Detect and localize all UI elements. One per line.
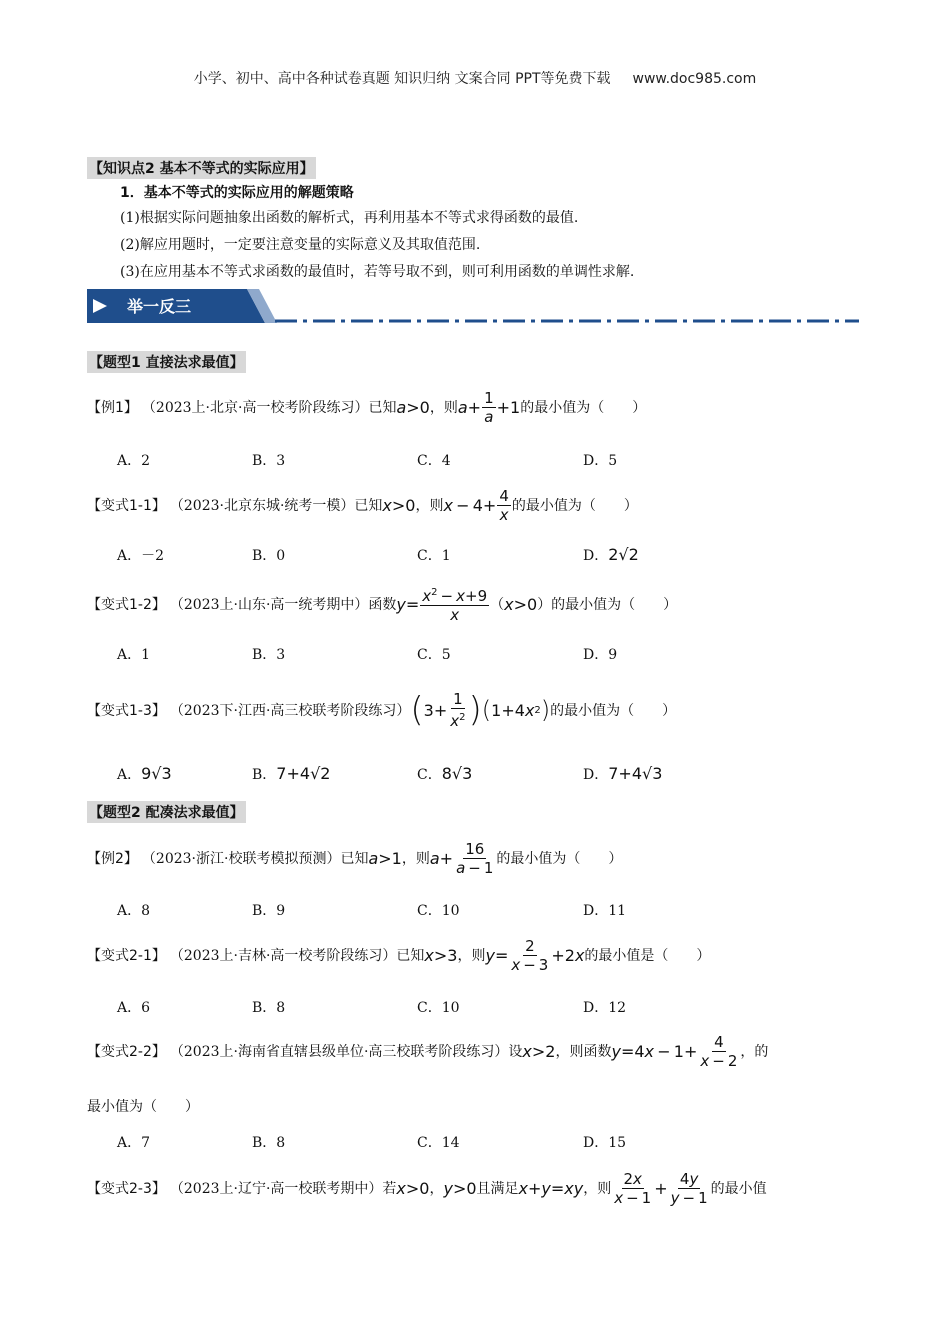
math-expr: a + $\frac{1}{a}$ +1: [457, 388, 521, 426]
option-c[interactable]: C．1: [417, 548, 451, 564]
option-c[interactable]: C．5: [417, 647, 451, 663]
option-d[interactable]: D．2√2: [583, 545, 639, 564]
option-d[interactable]: D．15: [583, 1135, 627, 1151]
option-a[interactable]: A．－2: [117, 548, 165, 564]
question-text: ，的: [740, 1044, 769, 1060]
site-header: [0, 68, 950, 88]
option-d[interactable]: D．5: [583, 453, 618, 469]
question-text: ，则: [401, 851, 430, 867]
question-text: 已知: [354, 498, 383, 514]
question-tag: 【变式2-2】: [87, 1044, 166, 1060]
option-a[interactable]: A．1: [117, 647, 151, 663]
question-v22: [87, 1031, 768, 1071]
option-b[interactable]: B．3: [252, 647, 286, 663]
question-tag: 【变式1-1】: [87, 498, 166, 514]
math-expr: x >0: [382, 495, 416, 515]
math-expr: a >1: [368, 848, 402, 868]
question-ex2: [87, 838, 622, 878]
math-expr: x + y = xy: [518, 1178, 584, 1198]
option-a[interactable]: A．2: [117, 453, 151, 469]
question-text: 已知: [396, 948, 425, 964]
option-c[interactable]: C．10: [417, 903, 460, 919]
option-d[interactable]: D．11: [583, 903, 627, 919]
question-text: ，: [429, 1181, 444, 1197]
option-c[interactable]: C．14: [417, 1135, 460, 1151]
math-expr: y >0: [443, 1178, 477, 1198]
question-text: 且满足: [476, 1181, 519, 1197]
option-a[interactable]: A．8: [117, 903, 151, 919]
type1-title: 【题型1 直接法求最值】: [87, 351, 246, 373]
question-v23: [87, 1167, 767, 1209]
option-c[interactable]: C．10: [417, 1000, 460, 1016]
question-text: 的最小值为（ ）: [511, 498, 638, 514]
strategy-item-2: (2)解应用题时，一定要注意变量的实际意义及其取值范围.: [120, 237, 481, 253]
site-url[interactable]: www.doc985.com: [632, 71, 757, 87]
question-tag: 【变式1-3】: [87, 703, 166, 719]
option-b[interactable]: B．7+4√2: [252, 764, 331, 783]
question-text: 的最小值是（ ）: [584, 948, 711, 964]
option-a[interactable]: A．9√3: [117, 764, 172, 783]
question-text: 的最小值: [710, 1181, 767, 1197]
question-source: （2023·浙江·校联考模拟预测）: [141, 851, 341, 867]
question-tag: 【变式2-3】: [87, 1181, 166, 1197]
question-text: ，则: [457, 948, 486, 964]
site-header-text: 小学、初中、高中各种试卷真题 知识归纳 文案合同 PPT等免费下载: [193, 71, 611, 87]
question-source: （2023·北京东城·统考一模）: [169, 498, 355, 514]
question-text: 已知: [340, 851, 369, 867]
option-b[interactable]: B．0: [252, 548, 286, 564]
math-expr: x − 4+ $\frac{4}{x}$: [443, 486, 509, 524]
math-expr: x >2: [522, 1041, 556, 1061]
question-source: （2023上·海南省直辖县级单位·高三校联考阶段练习）: [169, 1044, 509, 1060]
question-text: ，则: [429, 400, 458, 416]
option-c[interactable]: C．4: [417, 453, 451, 469]
question-source: （2023上·辽宁·高一校联考期中）: [169, 1181, 383, 1197]
question-text: 已知: [368, 400, 397, 416]
math-expr: a + $\frac{16}{a - 1}$: [429, 839, 494, 877]
question-tag: 【变式1-2】: [87, 597, 166, 613]
question-source: （2023上·北京·高一校考阶段练习）: [141, 400, 369, 416]
question-text: 若: [382, 1181, 397, 1197]
question-source: （2023上·吉林·高一校考阶段练习）: [169, 948, 397, 964]
math-expr: y =4 x − 1+ $\frac{4}{x - 2}$: [611, 1032, 738, 1070]
question-v11: [87, 486, 638, 524]
question-text: 的最小值为（ ）: [520, 400, 647, 416]
question-text: 的最小值为（ ）: [550, 703, 677, 719]
option-b[interactable]: B．3: [252, 453, 286, 469]
question-text: ，则: [583, 1181, 612, 1197]
knowledge-point-title: 【知识点2 基本不等式的实际应用】: [87, 157, 316, 179]
math-expr: ( 3+ $\frac{1}{x^2}$ ) ( 1+4 x 2 ): [410, 690, 551, 730]
option-a[interactable]: A．7: [117, 1135, 151, 1151]
strategy-item-1: (1)根据实际问题抽象出函数的解析式，再利用基本不等式求得函数的最值.: [120, 210, 579, 226]
math-expr: x >0: [396, 1178, 430, 1198]
strategy-item-3: (3)在应用基本不等式求函数的最值时，若等号取不到，则可利用函数的单调性求解.: [120, 264, 635, 280]
question-v13: [87, 686, 676, 734]
question-text: 设: [508, 1044, 523, 1060]
math-expr: $\frac{2x}{x - 1}$ + $\frac{4y}{y - 1}$: [614, 1169, 708, 1207]
math-expr: y = $\frac{2}{x - 3}$ +2 x: [485, 936, 585, 974]
type2-title: 【题型2 配凑法求最值】: [87, 801, 246, 823]
option-b[interactable]: B．8: [252, 1135, 286, 1151]
question-v12: [87, 583, 677, 625]
question-tag: 【例2】: [87, 851, 138, 867]
question-source: （2023下·江西·高三校联考阶段练习）: [169, 703, 411, 719]
math-expr: y = $\frac{x^2 - x+9}{x}$: [396, 584, 490, 624]
question-continuation: 最小值为（ ）: [87, 1099, 199, 1115]
option-c[interactable]: C．8√3: [417, 764, 473, 783]
question-source: （2023上·山东·高一统考期中）: [169, 597, 369, 613]
question-text: ，则: [415, 498, 444, 514]
question-ex1: [87, 388, 646, 426]
option-a[interactable]: A．6: [117, 1000, 151, 1016]
option-d[interactable]: D．12: [583, 1000, 627, 1016]
math-expr: x >0: [504, 594, 538, 614]
question-text: ）的最小值为（ ）: [537, 597, 678, 613]
option-d[interactable]: D．7+4√3: [583, 764, 663, 783]
math-expr: a >0: [396, 397, 430, 417]
math-expr: x >3: [424, 945, 458, 965]
question-tag: 【例1】: [87, 400, 138, 416]
question-text: （: [490, 597, 505, 613]
question-v21: [87, 935, 710, 975]
banner-label: 举一反三: [127, 297, 192, 316]
strategy-title: 1．基本不等式的实际应用的解题策略: [120, 185, 354, 201]
question-text: 函数: [368, 597, 397, 613]
option-b[interactable]: B．9: [252, 903, 286, 919]
option-b[interactable]: B．8: [252, 1000, 286, 1016]
question-text: ，则函数: [555, 1044, 612, 1060]
question-text: 的最小值为（ ）: [496, 851, 623, 867]
option-d[interactable]: D．9: [583, 647, 618, 663]
section-banner: [87, 289, 859, 329]
question-tag: 【变式2-1】: [87, 948, 166, 964]
